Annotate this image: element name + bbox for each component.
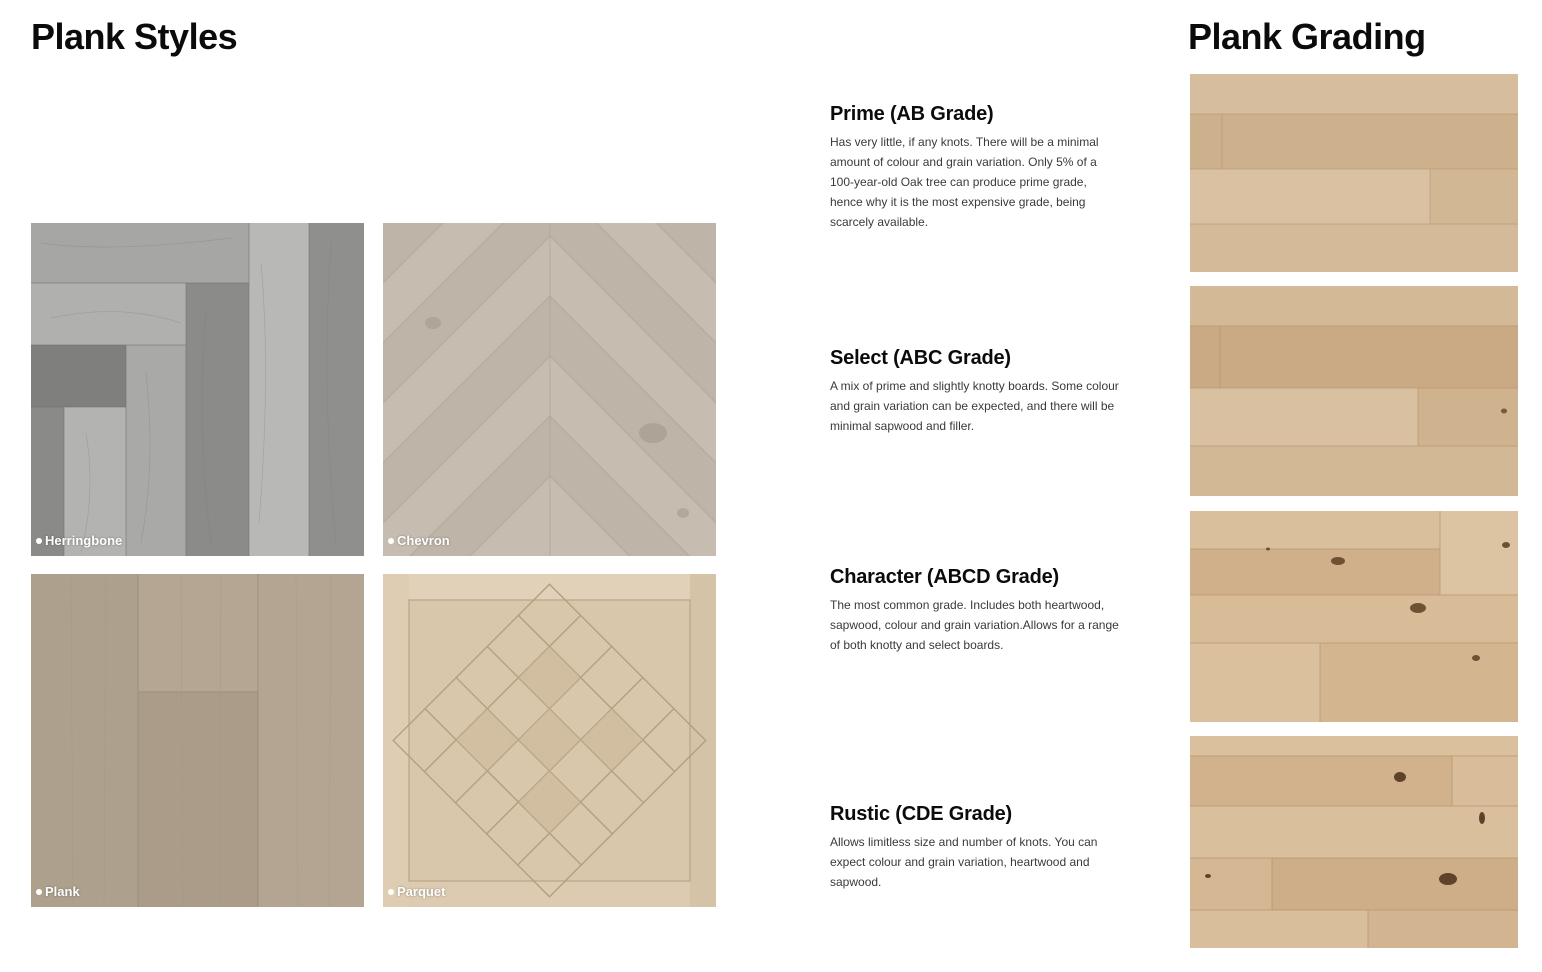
herringbone-label [36,533,122,548]
plank-label-text: Plank [45,884,80,899]
herringbone-label-text: Herringbone [45,533,123,548]
plank-tile[interactable] [31,574,364,907]
parquet-label [388,884,445,899]
grade-character-description: The most common grade. Includes both heartwood, sapwood, colour and grain variation.Allows for a range of both knotty and select boards. [830,598,1119,652]
rustic-grade-image [1190,736,1518,948]
plank-label [36,884,80,899]
bullet-dot-icon [388,889,394,895]
plank-styles-heading: Plank Styles [31,16,238,57]
bullet-dot-icon [36,889,42,895]
chevron-label-text: Chevron [397,533,450,548]
grade-rustic [830,803,1122,892]
select-grade-image [1190,286,1518,496]
grade-rustic-description: Allows limitless size and number of knots. You can expect colour and grain variation, heartwood and sapwood. [830,835,1098,889]
parquet-image [383,574,716,907]
herringbone-tile[interactable] [31,223,364,556]
grade-character-title: Character (ABCD Grade) [830,566,1059,588]
parquet-tile[interactable] [383,574,716,907]
grade-select-title: Select (ABC Grade) [830,347,1011,369]
bullet-dot-icon [36,538,42,544]
character-grade-image [1190,511,1518,722]
chevron-tile[interactable] [383,223,716,556]
chevron-label [388,533,450,548]
bullet-dot-icon [388,538,394,544]
grade-prime-title: Prime (AB Grade) [830,103,994,125]
prime-grade-image [1190,74,1518,272]
grade-character [830,566,1122,655]
grade-select [830,347,1122,436]
grade-prime [830,103,1122,232]
grade-prime-description: Has very little, if any knots. There will be a minimal amount of colour and grain variation. Only 5% of a 100-year-old Oak tree can produce prime grade, hence why it is the most expensive grade, being scarcely available. [830,135,1099,229]
herringbone-image [31,223,364,556]
plank-grading-heading: Plank Grading [1188,16,1426,57]
parquet-label-text: Parquet [397,884,446,899]
grade-select-description: A mix of prime and slightly knotty boards. Some colour and grain variation can be expected, and there will be minimal sapwood and filler. [830,379,1119,433]
plank-image [31,574,364,907]
grade-rustic-title: Rustic (CDE Grade) [830,803,1012,825]
chevron-image [383,223,716,556]
